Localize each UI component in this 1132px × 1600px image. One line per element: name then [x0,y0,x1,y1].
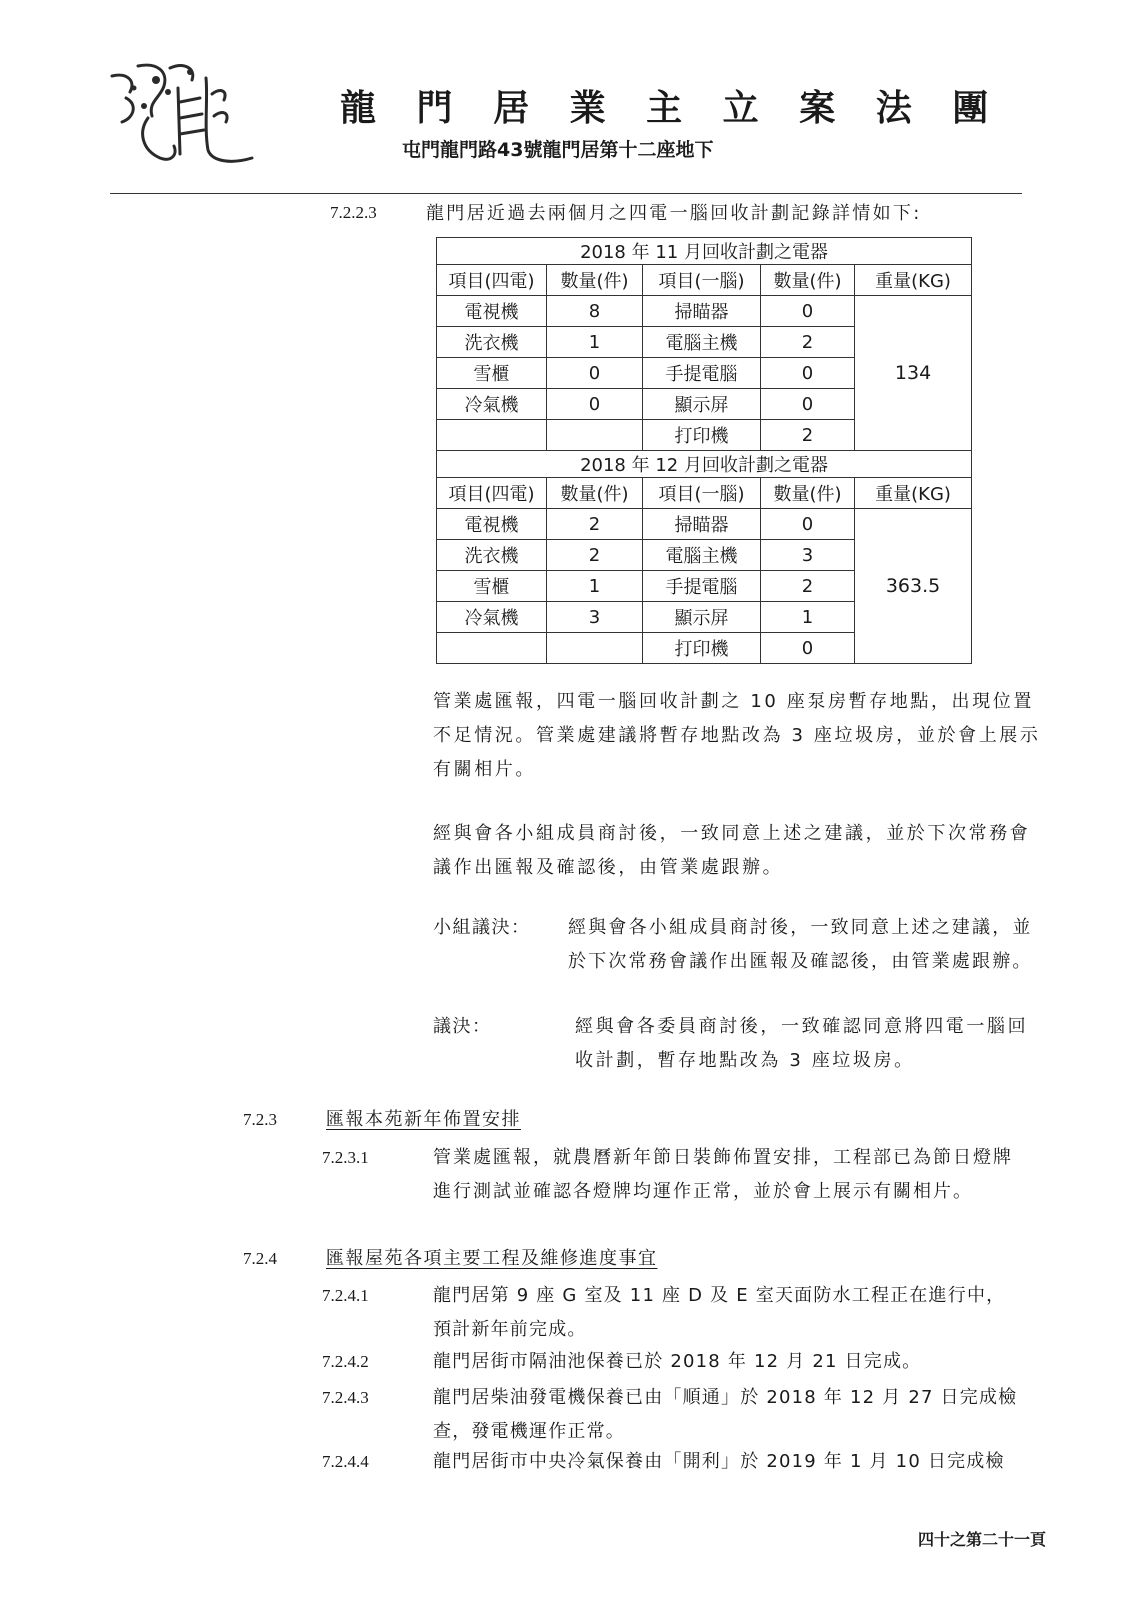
table-cell: 2 [547,509,643,540]
table-cell: 掃瞄器 [643,509,761,540]
table-cell: 2 [761,420,855,451]
table-title-dec: 2018 年 12 月回收計劃之電器 [437,451,972,478]
section-number: 7.2.4 [243,1249,277,1268]
subsection-number: 7.2.4.4 [322,1452,369,1471]
table-header-row [437,265,972,296]
text-line: 龍門居街市中央冷氣保養由「開利」於 2019 年 1 月 10 日完成檢 [433,1451,1005,1472]
text-line: 經與會各小組成員商討後，一致同意上述之建議，並 [568,917,1033,938]
header-divider [110,193,1022,194]
table-cell: 雪櫃 [437,571,547,602]
table-cell: 手提電腦 [643,571,761,602]
section-intro: 龍門居近過去兩個月之四電一腦回收計劃記錄詳情如下: [426,203,922,224]
table-cell: 手提電腦 [643,358,761,389]
resolution-text [575,1010,1028,1078]
subsection-number: 7.2.3.1 [322,1148,369,1167]
table-cell: 1 [547,571,643,602]
table-cell: 0 [761,358,855,389]
section-number: 7.2.3 [243,1110,277,1129]
table-cell: 1 [761,602,855,633]
text-line: 經與會各委員商討後，一致確認同意將四電一腦回 [575,1016,1029,1037]
table-header: 重量(KG) [855,265,972,296]
weight-cell: 363.5 [855,509,972,664]
subsection-number: 7.2.4.3 [322,1388,369,1407]
text-line: 有關相片。 [433,759,536,780]
section-title: 匯報本苑新年佈置安排 [326,1109,521,1130]
table-cell: 顯示屏 [643,602,761,633]
table-cell: 洗衣機 [437,540,547,571]
table-cell: 2 [761,571,855,602]
table-cell: 0 [761,633,855,664]
table-cell: 洗衣機 [437,327,547,358]
text-line: 管業處匯報，四電一腦回收計劃之 10 座泵房暫存地點，出現位置 [433,691,1034,712]
table-cell: 電腦主機 [643,540,761,571]
text-line: 進行測試並確認各燈牌均運作正常，並於會上展示有關相片。 [433,1181,973,1202]
table-header: 重量(KG) [855,478,972,509]
table-cell: 8 [547,296,643,327]
organization-name: 龍 門 居 業 主 立 案 法 團 [340,88,1003,129]
report-paragraph [433,685,1041,787]
table-header: 項目(四電) [437,478,547,509]
subsection-text [433,1141,1013,1209]
table-cell: 0 [761,509,855,540]
table-cell: 顯示屏 [643,389,761,420]
group-decision-label: 小組議決： [433,917,531,938]
weight-cell: 134 [855,296,972,451]
text-line: 議作出匯報及確認後，由管業處跟辦。 [433,857,784,878]
text-line: 於下次常務會議作出匯報及確認後，由管業處跟辦。 [568,951,1033,972]
text-line: 龍門居第 9 座 G 室及 11 座 D 及 E 室天面防水工程正在進行中， [433,1285,1006,1306]
table-cell: 打印機 [643,633,761,664]
group-decision-text [568,911,1033,979]
organization-address: 屯門龍門路43號龍門居第十二座地下 [402,139,714,161]
table-header: 項目(一腦) [643,265,761,296]
table-cell: 3 [761,540,855,571]
table-header: 數量(件) [547,478,643,509]
subsection-number: 7.2.4.1 [322,1286,369,1305]
table-header: 數量(件) [547,265,643,296]
table-cell: 雪櫃 [437,358,547,389]
table-header: 數量(件) [761,478,855,509]
subsection-text [433,1381,1017,1449]
page-number: 四十之第二十一頁 [918,1530,1047,1549]
subsection-text [433,1445,1005,1479]
table-cell: 冷氣機 [437,602,547,633]
table-cell: 電視機 [437,509,547,540]
text-line: 收計劃，暫存地點改為 3 座垃圾房。 [575,1050,915,1071]
table-cell: 2 [761,327,855,358]
table-cell: 2 [547,540,643,571]
recycling-table [436,237,972,664]
text-line: 龍門居街市隔油池保養已於 2018 年 12 月 21 日完成。 [433,1351,922,1372]
table-cell [547,633,643,664]
section-title: 匯報屋苑各項主要工程及維修進度事宜 [326,1248,658,1269]
table-row [437,296,972,327]
table-cell [437,420,547,451]
table-cell: 電腦主機 [643,327,761,358]
table-header: 項目(一腦) [643,478,761,509]
table-cell: 0 [547,389,643,420]
table-cell [437,633,547,664]
table-cell: 掃瞄器 [643,296,761,327]
subsection-text [433,1345,921,1379]
table-cell: 打印機 [643,420,761,451]
table-cell: 冷氣機 [437,389,547,420]
subsection-number: 7.2.4.2 [322,1352,369,1371]
table-cell: 0 [761,389,855,420]
table-cell: 1 [547,327,643,358]
text-line: 龍門居柴油發電機保養已由「順通」於 2018 年 12 月 27 日完成檢 [433,1387,1018,1408]
text-line: 管業處匯報，就農曆新年節日裝飾佈置安排，工程部已為節日燈牌 [433,1147,1013,1168]
text-line: 查，發電機運作正常。 [433,1421,625,1442]
table-cell: 0 [761,296,855,327]
subsection-text [433,1279,1005,1347]
table-title-nov: 2018 年 11 月回收計劃之電器 [437,238,972,265]
dragon-logo [108,58,258,170]
table-row [437,509,972,540]
text-line: 經與會各小組成員商討後，一致同意上述之建議，並於下次常務會 [433,823,1031,844]
section-number: 7.2.2.3 [330,203,377,222]
discussion-paragraph [433,817,1030,885]
text-line: 不足情況。管業處建議將暫存地點改為 3 座垃圾房，並於會上展示 [433,725,1041,746]
text-line: 預計新年前完成。 [433,1319,587,1340]
table-header: 數量(件) [761,265,855,296]
table-header: 項目(四電) [437,265,547,296]
table-cell: 0 [547,358,643,389]
table-cell: 3 [547,602,643,633]
resolution-label: 議決： [433,1016,492,1037]
table-cell [547,420,643,451]
table-header-row [437,478,972,509]
table-cell: 電視機 [437,296,547,327]
